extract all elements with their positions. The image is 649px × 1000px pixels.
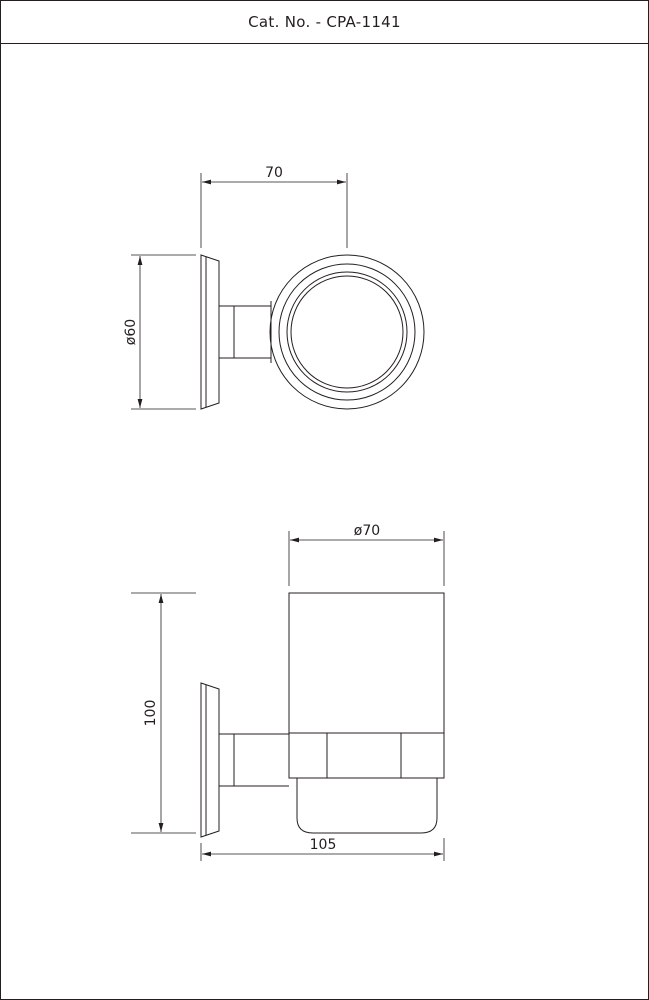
dimension-105-label: 105 — [309, 837, 337, 853]
tumbler-glass-side — [289, 593, 444, 833]
front-view — [123, 165, 424, 409]
dimension-70-label: 70 — [265, 165, 283, 181]
dimension-d70 — [289, 523, 444, 586]
tumbler-ring-front — [270, 255, 424, 409]
dimension-105 — [201, 837, 444, 861]
wall-plate-side — [201, 683, 219, 837]
support-arm-side — [219, 734, 289, 786]
dimension-100 — [131, 593, 196, 833]
dimension-70 — [201, 165, 347, 248]
dimension-100-label: 100 — [143, 699, 159, 727]
side-view — [131, 523, 444, 861]
dimension-d70-label: ø70 — [353, 523, 381, 539]
page-title: Cat. No. - CPA-1141 — [248, 13, 401, 31]
dimension-d60-label: ø60 — [123, 318, 139, 346]
title-bar — [1, 1, 648, 44]
drawing-area — [1, 43, 648, 999]
dimension-d60 — [123, 255, 196, 409]
wall-plate-front — [201, 255, 219, 409]
support-arm-front — [219, 301, 271, 363]
